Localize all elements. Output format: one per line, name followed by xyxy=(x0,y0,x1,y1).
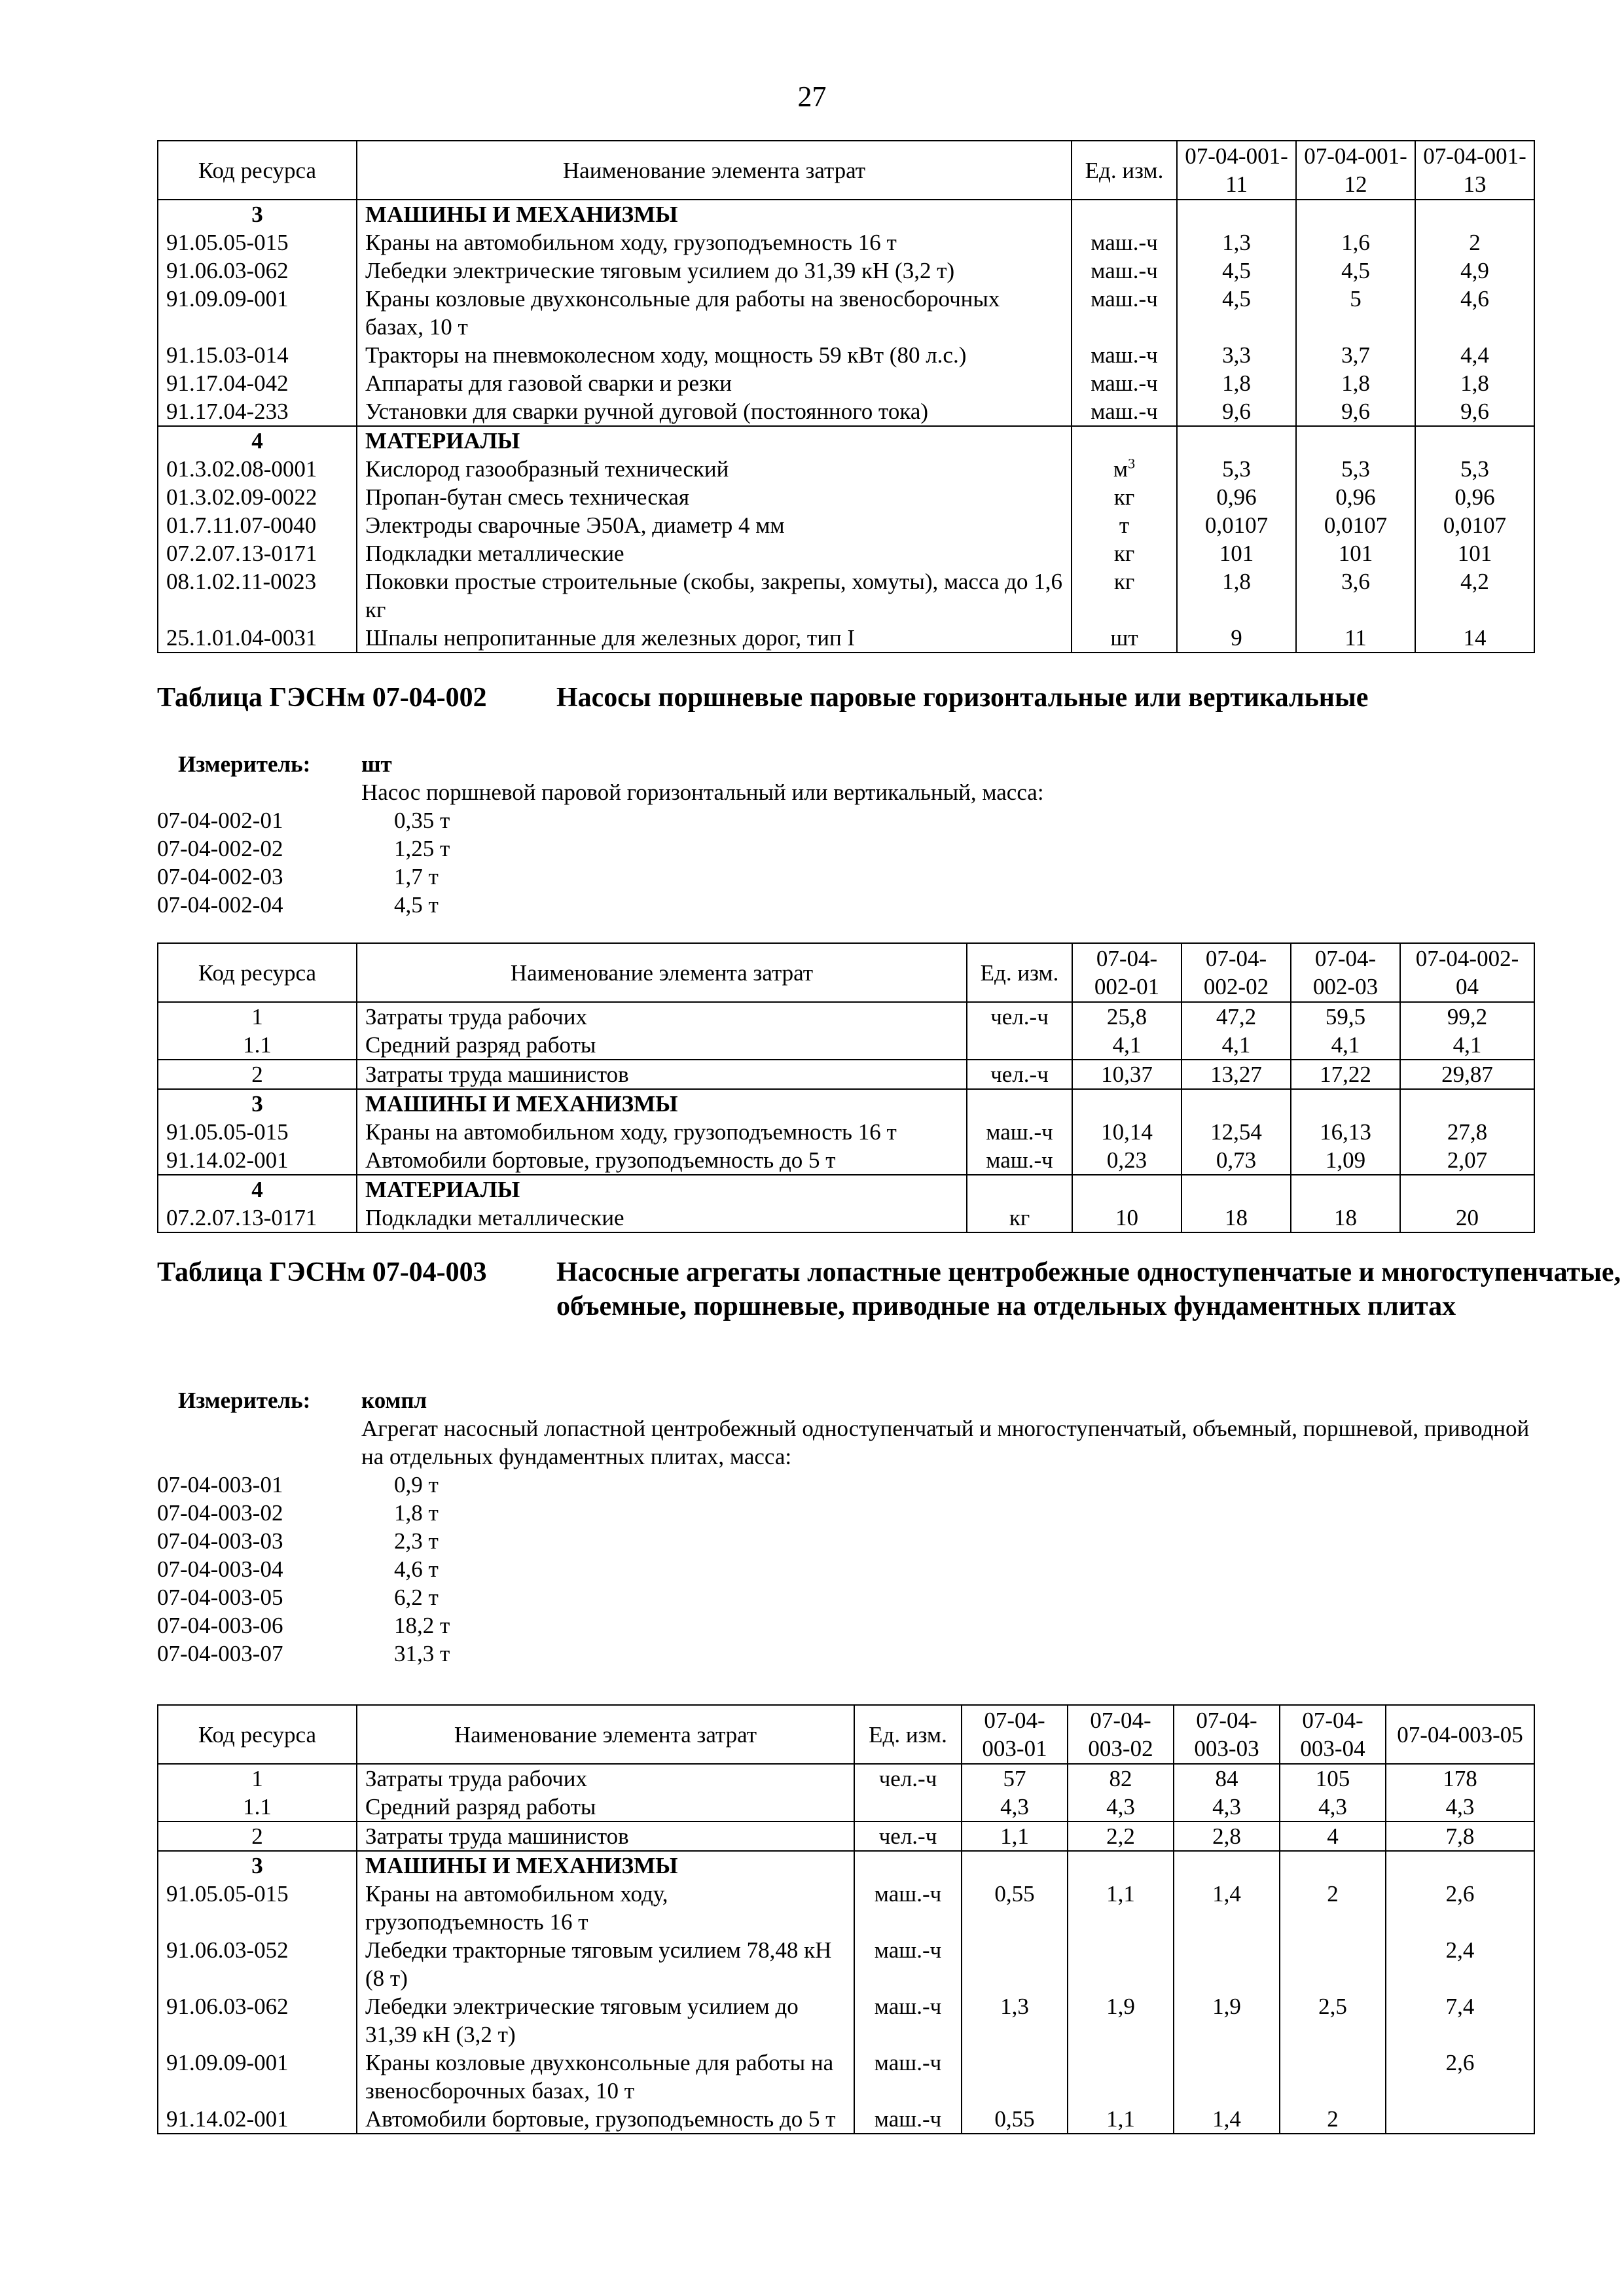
norm-code: 07-04-002-04 xyxy=(157,892,283,918)
norm-item xyxy=(157,891,1532,919)
resource-code: 91.05.05-015 xyxy=(158,1880,357,1936)
value: 57 xyxy=(962,1764,1068,1793)
table-row xyxy=(158,397,1534,426)
cost-element-name: Шпалы непропитанные для железных дорог, тип I xyxy=(357,624,1072,653)
cost-element-name: Краны на автомобильном ходу, грузоподъемность 16 т xyxy=(357,1118,967,1146)
value: 1,9 xyxy=(1068,1992,1174,2049)
value: 1,4 xyxy=(1174,1880,1280,1936)
unit: маш.-ч xyxy=(1072,257,1177,285)
value xyxy=(962,2049,1068,2105)
table-row xyxy=(158,1204,1534,1232)
value xyxy=(1386,2105,1534,2134)
header-norm-code: 07-04-002-01 xyxy=(1072,943,1182,1002)
norm-code: 07-04-003-02 xyxy=(157,1500,283,1526)
value: 1,8 xyxy=(1415,369,1534,397)
value: 2,07 xyxy=(1400,1146,1534,1175)
value: 17,22 xyxy=(1291,1060,1400,1089)
table-row xyxy=(158,1821,1534,1851)
resource-code: 91.14.02-001 xyxy=(158,1146,357,1175)
norm-item xyxy=(157,1471,1532,1499)
value: 1,6 xyxy=(1296,228,1415,257)
norm-code: 07-04-002-02 xyxy=(157,836,283,861)
unit: маш.-ч xyxy=(1072,397,1177,426)
value: 4,3 xyxy=(1386,1793,1534,1821)
unit: чел.-ч xyxy=(854,1764,962,1793)
norm-code: 07-04-003-03 xyxy=(157,1528,283,1554)
value: 4,3 xyxy=(1174,1793,1280,1821)
value: 2,6 xyxy=(1386,2049,1534,2105)
value: 0,96 xyxy=(1177,483,1296,511)
header-norm-code: 07-04-001-12 xyxy=(1296,141,1415,200)
section-number: 4 xyxy=(158,1175,357,1204)
value: 10,14 xyxy=(1072,1118,1182,1146)
resource-table-07-04-003 xyxy=(157,1704,1535,2134)
value: 7,4 xyxy=(1386,1992,1534,2049)
resource-code: 91.06.03-062 xyxy=(158,1992,357,2049)
table-code: Таблица ГЭСНм 07-04-003 xyxy=(157,1257,487,1287)
resource-code: 01.3.02.09-0022 xyxy=(158,483,357,511)
value: 1,1 xyxy=(962,1821,1068,1851)
value: 4,1 xyxy=(1182,1031,1291,1060)
header-resource-code: Код ресурса xyxy=(158,943,357,1002)
value: 2,2 xyxy=(1068,1821,1174,1851)
section-row xyxy=(158,1089,1534,1118)
unit-exponent: 3 xyxy=(1128,455,1136,472)
value xyxy=(1174,2049,1280,2105)
section-number: 3 xyxy=(158,200,357,228)
value: 7,8 xyxy=(1386,1821,1534,1851)
value: 178 xyxy=(1386,1764,1534,1793)
unit xyxy=(1072,455,1177,483)
resource-code: 2 xyxy=(158,1060,357,1089)
value: 3,3 xyxy=(1177,341,1296,369)
section-title: МАТЕРИАЛЫ xyxy=(357,1175,967,1204)
norm-mass: 0,35 т xyxy=(394,808,450,833)
header-norm-code: 07-04-003-05 xyxy=(1386,1705,1534,1764)
cost-element-name: Затраты труда рабочих xyxy=(357,1764,854,1793)
section-row xyxy=(158,200,1534,228)
value xyxy=(1280,2049,1386,2105)
unit: маш.-ч xyxy=(1072,369,1177,397)
header-cost-element: Наименование элемента затрат xyxy=(357,1705,854,1764)
value: 99,2 xyxy=(1400,1002,1534,1031)
value: 2 xyxy=(1280,1880,1386,1936)
value: 0,0107 xyxy=(1296,511,1415,539)
cost-element-name: Поковки простые строительные (скобы, закрепы, хомуты), масса до 1,6 кг xyxy=(357,567,1072,624)
table-row xyxy=(158,257,1534,285)
value: 0,55 xyxy=(962,1880,1068,1936)
cost-element-name: Подкладки металлические xyxy=(357,1204,967,1232)
unit: шт xyxy=(1072,624,1177,653)
header-norm-code: 07-04-002-04 xyxy=(1400,943,1534,1002)
value: 4,5 xyxy=(1177,257,1296,285)
section-number: 4 xyxy=(158,426,357,455)
cost-element-name: Аппараты для газовой сварки и резки xyxy=(357,369,1072,397)
table-row xyxy=(158,1880,1534,1936)
resource-code: 91.17.04-233 xyxy=(158,397,357,426)
table-row xyxy=(158,1031,1534,1060)
unit: маш.-ч xyxy=(1072,285,1177,341)
value: 4,1 xyxy=(1400,1031,1534,1060)
value xyxy=(1068,1936,1174,1992)
norm-mass: 0,9 т xyxy=(394,1472,439,1498)
header-norm-code: 07-04-003-03 xyxy=(1174,1705,1280,1764)
value: 27,8 xyxy=(1400,1118,1534,1146)
value xyxy=(1068,2049,1174,2105)
cost-element-name: Кислород газообразный технический xyxy=(357,455,1072,483)
norm-mass: 18,2 т xyxy=(394,1613,450,1638)
value: 14 xyxy=(1415,624,1534,653)
value: 0,23 xyxy=(1072,1146,1182,1175)
resource-code: 08.1.02.11-0023 xyxy=(158,567,357,624)
section-row xyxy=(158,426,1534,455)
value: 4,5 xyxy=(1296,257,1415,285)
cost-element-name: Затраты труда машинистов xyxy=(357,1060,967,1089)
measure-unit: компл xyxy=(361,1388,427,1413)
norm-item xyxy=(157,806,1532,834)
unit: кг xyxy=(1072,567,1177,624)
unit: маш.-ч xyxy=(854,1936,962,1992)
table-row xyxy=(158,2105,1534,2134)
cost-element-name: Затраты труда рабочих xyxy=(357,1002,967,1031)
cost-element-name: Краны козловые двухконсольные для работы на звеносборочных базах, 10 т xyxy=(357,2049,854,2105)
value: 1,4 xyxy=(1174,2105,1280,2134)
unit xyxy=(854,1793,962,1821)
value: 1,1 xyxy=(1068,2105,1174,2134)
value: 4,1 xyxy=(1291,1031,1400,1060)
value: 5,3 xyxy=(1415,455,1534,483)
resource-code: 07.2.07.13-0171 xyxy=(158,539,357,567)
header-norm-code: 07-04-002-03 xyxy=(1291,943,1400,1002)
cost-element-name: Краны козловые двухконсольные для работы на звеносборочных базах, 10 т xyxy=(357,285,1072,341)
resource-table-07-04-002 xyxy=(157,942,1535,1233)
value: 5,3 xyxy=(1177,455,1296,483)
unit: маш.-ч xyxy=(854,2049,962,2105)
header-resource-code: Код ресурса xyxy=(158,1705,357,1764)
section-title: МАШИНЫ И МЕХАНИЗМЫ xyxy=(357,1089,967,1118)
value: 29,87 xyxy=(1400,1060,1534,1089)
norm-description: Агрегат насосный лопастной центробежный одноступенчатый и многоступенчатый, объемный, поршневой, приводной на отдельных фундаментных плитах, масса: xyxy=(361,1416,1530,1469)
norm-code: 07-04-003-07 xyxy=(157,1641,283,1666)
value: 0,73 xyxy=(1182,1146,1291,1175)
norm-item xyxy=(157,1555,1532,1583)
resource-code: 1 xyxy=(158,1764,357,1793)
value: 82 xyxy=(1068,1764,1174,1793)
table-row xyxy=(158,1060,1534,1089)
value: 12,54 xyxy=(1182,1118,1291,1146)
header-norm-code: 07-04-003-02 xyxy=(1068,1705,1174,1764)
value: 47,2 xyxy=(1182,1002,1291,1031)
value: 4,6 xyxy=(1415,285,1534,341)
value: 25,8 xyxy=(1072,1002,1182,1031)
cost-element-name: Лебедки электрические тяговым усилием до 31,39 кН (3,2 т) xyxy=(357,257,1072,285)
value: 9,6 xyxy=(1296,397,1415,426)
value: 4,5 xyxy=(1177,285,1296,341)
resource-table-07-04-001 xyxy=(157,140,1535,653)
section-row xyxy=(158,1851,1534,1880)
resource-code: 91.09.09-001 xyxy=(158,2049,357,2105)
table-row xyxy=(158,1002,1534,1031)
table-row xyxy=(158,567,1534,624)
measure-label: Измеритель: xyxy=(178,751,311,777)
table-row xyxy=(158,2049,1534,2105)
value xyxy=(1280,1936,1386,1992)
resource-code: 91.06.03-052 xyxy=(158,1936,357,1992)
header-unit: Ед. изм. xyxy=(854,1705,962,1764)
resource-code: 91.05.05-015 xyxy=(158,1118,357,1146)
unit: кг xyxy=(967,1204,1072,1232)
cost-element-name: Подкладки металлические xyxy=(357,539,1072,567)
norm-mass: 1,8 т xyxy=(394,1500,439,1526)
value: 4,4 xyxy=(1415,341,1534,369)
norm-mass: 4,5 т xyxy=(394,892,439,918)
table-row xyxy=(158,455,1534,483)
value: 5,3 xyxy=(1296,455,1415,483)
value: 4,3 xyxy=(1280,1793,1386,1821)
unit: чел.-ч xyxy=(854,1821,962,1851)
unit: маш.-ч xyxy=(1072,341,1177,369)
value: 0,0107 xyxy=(1415,511,1534,539)
value: 2 xyxy=(1415,228,1534,257)
value xyxy=(962,1936,1068,1992)
unit: маш.-ч xyxy=(1072,228,1177,257)
cost-element-name: Электроды сварочные Э50А, диаметр 4 мм xyxy=(357,511,1072,539)
norm-item xyxy=(157,1499,1532,1527)
header-norm-code: 07-04-001-13 xyxy=(1415,141,1534,200)
norm-code: 07-04-003-01 xyxy=(157,1472,283,1498)
section-row xyxy=(158,1175,1534,1204)
value: 9 xyxy=(1177,624,1296,653)
unit: т xyxy=(1072,511,1177,539)
value: 2,5 xyxy=(1280,1992,1386,2049)
cost-element-name: Автомобили бортовые, грузоподъемность до 5 т xyxy=(357,2105,854,2134)
measure-label: Измеритель: xyxy=(178,1388,311,1413)
value: 101 xyxy=(1296,539,1415,567)
value: 101 xyxy=(1415,539,1534,567)
norm-code: 07-04-002-01 xyxy=(157,808,283,833)
header-cost-element: Наименование элемента затрат xyxy=(357,141,1072,200)
norm-item xyxy=(157,1611,1532,1640)
header-unit: Ед. изм. xyxy=(1072,141,1177,200)
header-resource-code: Код ресурса xyxy=(158,141,357,200)
norm-mass: 4,6 т xyxy=(394,1556,439,1582)
value xyxy=(1174,1936,1280,1992)
header-norm-code: 07-04-002-02 xyxy=(1182,943,1291,1002)
section-number: 3 xyxy=(158,1851,357,1880)
value: 11 xyxy=(1296,624,1415,653)
table-row xyxy=(158,228,1534,257)
value: 105 xyxy=(1280,1764,1386,1793)
table-row xyxy=(158,511,1534,539)
cost-element-name: Средний разряд работы xyxy=(357,1031,967,1060)
resource-code: 91.09.09-001 xyxy=(158,285,357,341)
value: 1,3 xyxy=(1177,228,1296,257)
norm-code: 07-04-003-04 xyxy=(157,1556,283,1582)
value: 1,9 xyxy=(1174,1992,1280,2049)
section-number: 3 xyxy=(158,1089,357,1118)
value: 0,55 xyxy=(962,2105,1068,2134)
resource-code: 91.05.05-015 xyxy=(158,228,357,257)
measure-block-07-04-002 xyxy=(157,750,1532,919)
unit: маш.-ч xyxy=(967,1118,1072,1146)
resource-code: 91.14.02-001 xyxy=(158,2105,357,2134)
cost-element-name: Автомобили бортовые, грузоподъемность до 5 т xyxy=(357,1146,967,1175)
value: 9,6 xyxy=(1177,397,1296,426)
header-norm-code: 07-04-001-11 xyxy=(1177,141,1296,200)
resource-code: 01.7.11.07-0040 xyxy=(158,511,357,539)
unit: маш.-ч xyxy=(854,1992,962,2049)
norm-mass: 6,2 т xyxy=(394,1585,439,1610)
cost-element-name: Пропан-бутан смесь техническая xyxy=(357,483,1072,511)
value: 2 xyxy=(1280,2105,1386,2134)
norm-item xyxy=(157,834,1532,863)
cost-element-name: Тракторы на пневмоколесном ходу, мощность 59 кВт (80 л.с.) xyxy=(357,341,1072,369)
value: 2,4 xyxy=(1386,1936,1534,1992)
section-title: МАШИНЫ И МЕХАНИЗМЫ xyxy=(357,200,1072,228)
unit: кг xyxy=(1072,483,1177,511)
header-cost-element: Наименование элемента затрат xyxy=(357,943,967,1002)
table-heading-07-04-003 xyxy=(157,1255,1621,1357)
value: 1,8 xyxy=(1177,369,1296,397)
norm-mass: 2,3 т xyxy=(394,1528,439,1554)
header-norm-code: 07-04-003-04 xyxy=(1280,1705,1386,1764)
value: 101 xyxy=(1177,539,1296,567)
unit: чел.-ч xyxy=(967,1002,1072,1031)
table-row xyxy=(158,1793,1534,1821)
value: 59,5 xyxy=(1291,1002,1400,1031)
value: 1,1 xyxy=(1068,1880,1174,1936)
table-row xyxy=(158,369,1534,397)
resource-code: 1.1 xyxy=(158,1031,357,1060)
table-row xyxy=(158,1764,1534,1793)
table-row xyxy=(158,624,1534,653)
norm-item xyxy=(157,863,1532,891)
value: 18 xyxy=(1291,1204,1400,1232)
value: 1,8 xyxy=(1177,567,1296,624)
resource-code: 91.17.04-042 xyxy=(158,369,357,397)
value: 4 xyxy=(1280,1821,1386,1851)
norm-mass: 1,7 т xyxy=(394,864,439,889)
cost-element-name: Краны на автомобильном ходу, грузоподъемность 16 т xyxy=(357,228,1072,257)
value: 4,3 xyxy=(962,1793,1068,1821)
value: 4,2 xyxy=(1415,567,1534,624)
table-title: Насосы поршневые паровые горизонтальные или вертикальные xyxy=(556,683,1369,713)
table-heading-07-04-002 xyxy=(157,681,1538,715)
section-title: МАШИНЫ И МЕХАНИЗМЫ xyxy=(357,1851,854,1880)
resource-code: 01.3.02.08-0001 xyxy=(158,455,357,483)
value: 18 xyxy=(1182,1204,1291,1232)
page-number: 27 xyxy=(797,81,827,113)
measure-unit: шт xyxy=(361,751,392,777)
value: 1,8 xyxy=(1296,369,1415,397)
resource-code: 1.1 xyxy=(158,1793,357,1821)
table-row xyxy=(158,1118,1534,1146)
resource-code: 2 xyxy=(158,1821,357,1851)
value: 3,7 xyxy=(1296,341,1415,369)
cost-element-name: Затраты труда машинистов xyxy=(357,1821,854,1851)
resource-code: 91.15.03-014 xyxy=(158,341,357,369)
norm-code: 07-04-003-05 xyxy=(157,1585,283,1610)
value: 0,96 xyxy=(1415,483,1534,511)
value: 16,13 xyxy=(1291,1118,1400,1146)
value: 1,09 xyxy=(1291,1146,1400,1175)
value: 4,3 xyxy=(1068,1793,1174,1821)
table-row xyxy=(158,1936,1534,1992)
table-row xyxy=(158,1146,1534,1175)
norm-mass: 31,3 т xyxy=(394,1641,450,1666)
norm-item xyxy=(157,1583,1532,1611)
value: 0,0107 xyxy=(1177,511,1296,539)
cost-element-name: Средний разряд работы xyxy=(357,1793,854,1821)
cost-element-name: Лебедки тракторные тяговым усилием 78,48 кН (8 т) xyxy=(357,1936,854,1992)
cost-element-name: Краны на автомобильном ходу, грузоподъемность 16 т xyxy=(357,1880,854,1936)
table-row xyxy=(158,341,1534,369)
unit: чел.-ч xyxy=(967,1060,1072,1089)
table-row xyxy=(158,539,1534,567)
value: 10,37 xyxy=(1072,1060,1182,1089)
value: 1,3 xyxy=(962,1992,1068,2049)
unit: кг xyxy=(1072,539,1177,567)
resource-code: 1 xyxy=(158,1002,357,1031)
norm-item xyxy=(157,1527,1532,1555)
resource-code: 07.2.07.13-0171 xyxy=(158,1204,357,1232)
table-row xyxy=(158,483,1534,511)
norm-code: 07-04-002-03 xyxy=(157,864,283,889)
value: 4,1 xyxy=(1072,1031,1182,1060)
norm-item xyxy=(157,1640,1532,1668)
header-norm-code: 07-04-003-01 xyxy=(962,1705,1068,1764)
value: 3,6 xyxy=(1296,567,1415,624)
unit: маш.-ч xyxy=(967,1146,1072,1175)
table-row xyxy=(158,1992,1534,2049)
measure-block-07-04-003 xyxy=(157,1386,1532,1668)
value: 84 xyxy=(1174,1764,1280,1793)
value: 5 xyxy=(1296,285,1415,341)
cost-element-name: Установки для сварки ручной дуговой (постоянного тока) xyxy=(357,397,1072,426)
resource-code: 25.1.01.04-0031 xyxy=(158,624,357,653)
value: 2,8 xyxy=(1174,1821,1280,1851)
value: 20 xyxy=(1400,1204,1534,1232)
table-code: Таблица ГЭСНм 07-04-002 xyxy=(157,683,487,713)
value: 13,27 xyxy=(1182,1060,1291,1089)
norm-mass: 1,25 т xyxy=(394,836,450,861)
value: 9,6 xyxy=(1415,397,1534,426)
value: 2,6 xyxy=(1386,1880,1534,1936)
cost-element-name: Лебедки электрические тяговым усилием до 31,39 кН (3,2 т) xyxy=(357,1992,854,2049)
section-title: МАТЕРИАЛЫ xyxy=(357,426,1072,455)
value: 10 xyxy=(1072,1204,1182,1232)
unit: маш.-ч xyxy=(854,1880,962,1936)
unit: маш.-ч xyxy=(854,2105,962,2134)
header-unit: Ед. изм. xyxy=(967,943,1072,1002)
value: 4,9 xyxy=(1415,257,1534,285)
value: 0,96 xyxy=(1296,483,1415,511)
table-title: Насосные агрегаты лопастные центробежные одноступенчатые и многоступенчатые, объемные, поршневые, приводные на отдельных фундаментных плитах xyxy=(556,1257,1621,1321)
table-row xyxy=(158,285,1534,341)
unit xyxy=(967,1031,1072,1060)
norm-description: Насос поршневой паровой горизонтальный или вертикальный, масса: xyxy=(361,780,1044,805)
resource-code: 91.06.03-062 xyxy=(158,257,357,285)
norm-code: 07-04-003-06 xyxy=(157,1613,283,1638)
unit-text: м xyxy=(1113,456,1128,482)
